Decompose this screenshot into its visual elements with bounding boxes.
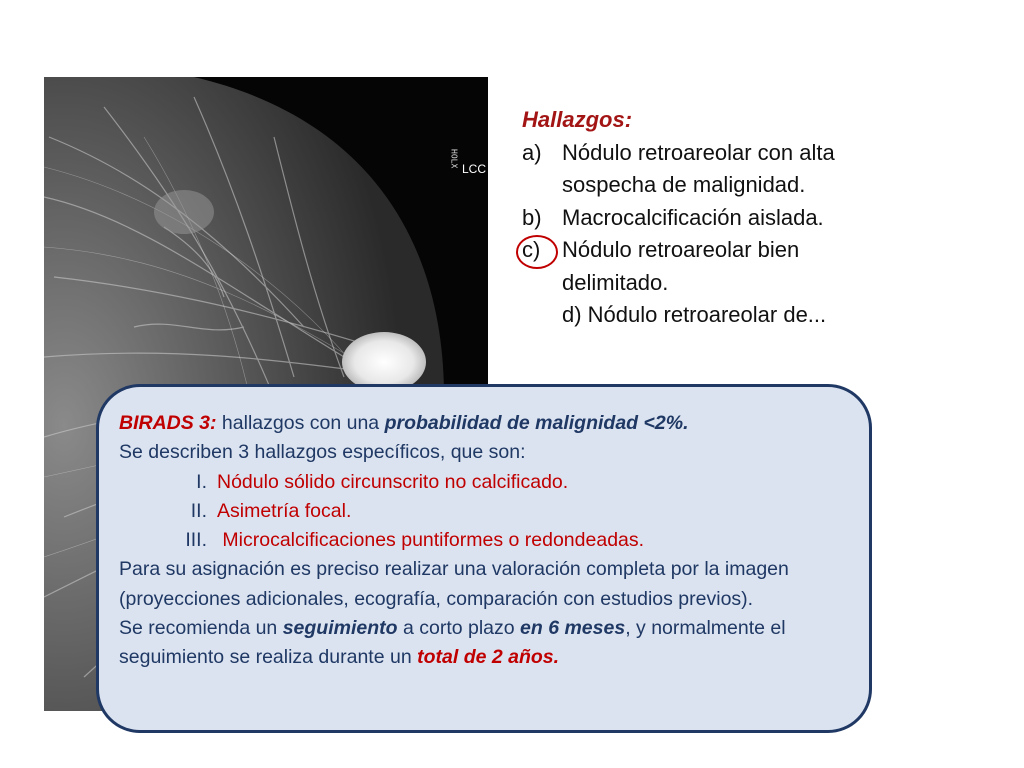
rec-mid: a corto plazo [397, 617, 521, 640]
birads-list-item [161, 526, 849, 555]
birads-list-text: Asimetría focal. [217, 499, 352, 522]
birads-list-text: Nódulo sólido circunscrito no calcificado. [217, 470, 569, 493]
rec-follow: seguimiento [282, 617, 398, 640]
finding-text: Nódulo retroareolar con alta sospecha de malignidad. [562, 139, 835, 197]
finding-item-selected [522, 234, 862, 299]
birads-list-item [161, 468, 849, 497]
findings-heading: Hallazgos: [522, 107, 633, 132]
finding-item [522, 137, 862, 202]
birads-info-box [96, 384, 872, 733]
birads-line-2: Se describen 3 hallazgos específicos, que son: [119, 441, 526, 464]
finding-text-partial: d) Nódulo retroareolar de... [562, 302, 827, 327]
rec-tail: , y normalmente el seguimiento se realiza durante un [119, 617, 786, 669]
roman-numeral: III. [185, 529, 207, 552]
view-vertical-marker: HOLX [449, 149, 459, 169]
finding-marker: a) [522, 139, 542, 165]
birads-title: BIRADS 3: [119, 412, 217, 434]
roman-numeral: I. [196, 470, 207, 493]
rec-total: total de 2 años. [417, 646, 560, 669]
finding-marker: c) [522, 237, 541, 262]
birads-recommendation [119, 614, 849, 673]
finding-marker: b) [522, 204, 542, 230]
view-label: LCC [462, 162, 487, 176]
finding-text: Nódulo retroareolar bien delimitado. [562, 237, 800, 295]
birads-list-text: Microcalcificaciones puntiformes o redondeadas. [217, 529, 645, 552]
birads-list-item [161, 497, 849, 526]
rec-time: en 6 meses [520, 617, 626, 640]
findings-list [522, 137, 862, 332]
finding-item [522, 202, 862, 235]
birads-probability: probabilidad de malignidad <2%. [384, 412, 689, 434]
birads-assignment: Para su asignación es preciso realizar una valoración completa por la imagen (proyecciones adicionales, ecografía, comparación con estudios previos). [119, 558, 789, 610]
rec-pre: Se recomienda un [119, 617, 283, 640]
birads-findings-list [119, 468, 849, 556]
roman-numeral: II. [190, 499, 207, 522]
finding-text: Macrocalcificación aislada. [562, 204, 824, 230]
birads-intro: hallazgos con una [216, 412, 385, 434]
finding-item-hidden [522, 299, 862, 332]
birads-line-1 [119, 409, 849, 438]
findings-panel [522, 104, 862, 332]
